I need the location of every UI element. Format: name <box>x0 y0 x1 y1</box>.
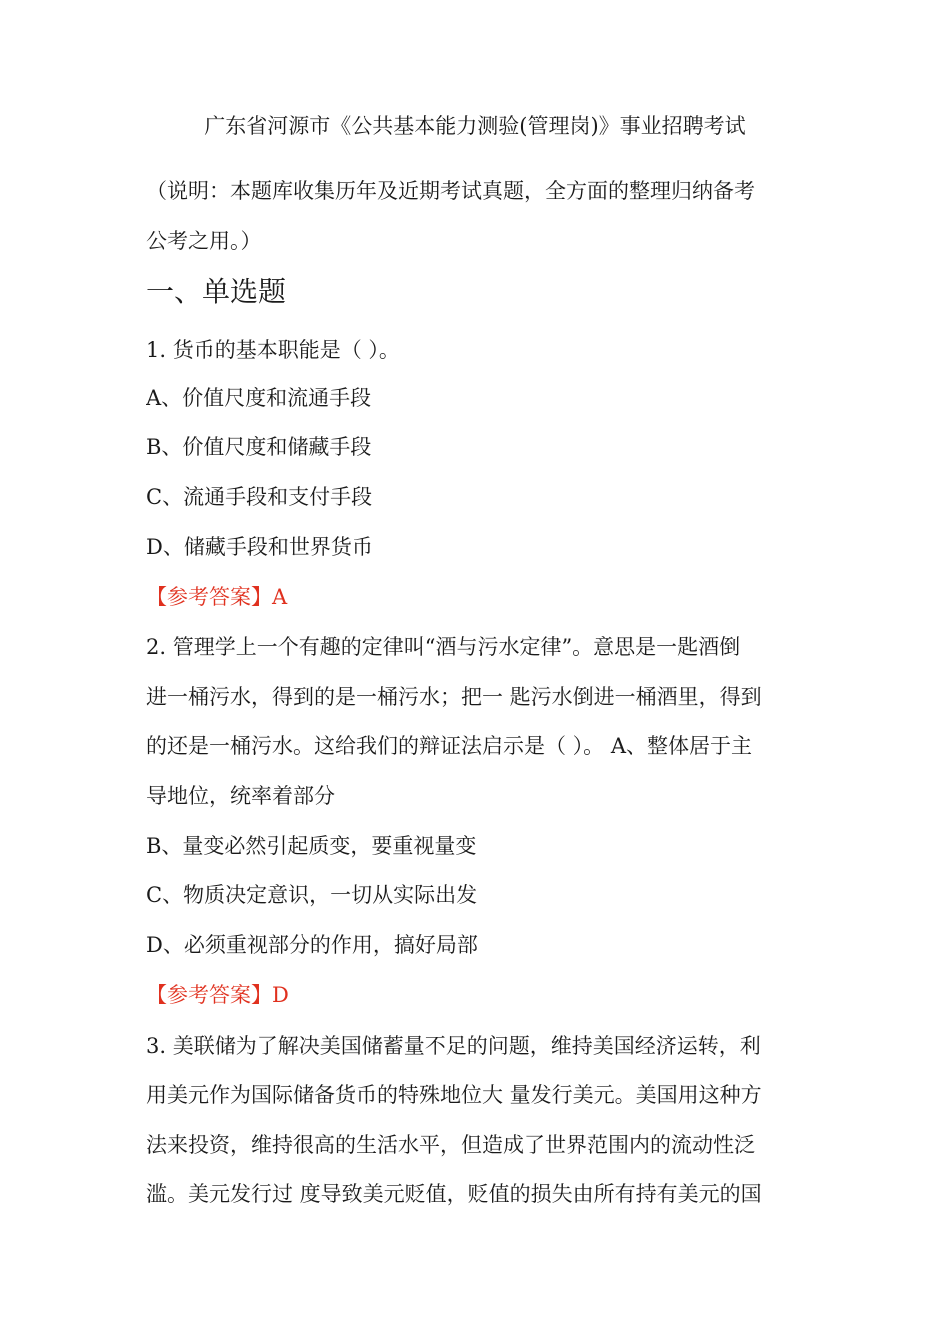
question-3-stem-line-1: 3. 美联储为了解决美国储蓄量不足的问题，维持美国经济运转，利 <box>146 1034 761 1058</box>
answer-value: D <box>272 983 289 1007</box>
answer-tag: 【参考答案】 <box>146 585 272 609</box>
question-2-stem-line-4: 导地位，统率着部分 <box>146 784 335 808</box>
answer-value: A <box>272 585 288 609</box>
section-heading: 一、单选题 <box>146 275 287 308</box>
question-2-option-c: C、物质决定意识，一切从实际出发 <box>146 883 478 907</box>
document-title: 广东省河源市《公共基本能力测验(管理岗)》事业招聘考试 <box>204 114 746 138</box>
question-1-option-a: A、价值尺度和流通手段 <box>146 386 372 410</box>
intro-line-1: （说明：本题库收集历年及近期考试真题，全方面的整理归纳备考 <box>146 179 755 203</box>
question-2-stem-line-2: 进一桶污水，得到的是一桶污水；把一 匙污水倒进一桶酒里，得到 <box>146 685 762 709</box>
question-2-stem-line-1: 2. 管理学上一个有趣的定律叫“酒与污水定律”。意思是一匙酒倒 <box>146 635 741 659</box>
question-1-option-b: B、价值尺度和储藏手段 <box>146 435 372 459</box>
question-1-stem: 1. 货币的基本职能是（ ）。 <box>146 338 400 362</box>
question-1-option-d: D、储藏手段和世界货币 <box>146 535 373 559</box>
question-2-answer <box>146 980 811 1010</box>
question-3-stem-line-3: 法来投资，维持很高的生活水平，但造成了世界范围内的流动性泛 <box>146 1133 755 1157</box>
intro-line-2: 公考之用。） <box>146 229 262 253</box>
question-3-stem-line-2: 用美元作为国际储备货币的特殊地位大 量发行美元。美国用这种方 <box>146 1083 762 1107</box>
question-1-option-c: C、流通手段和支付手段 <box>146 485 373 509</box>
answer-tag: 【参考答案】 <box>146 983 272 1007</box>
question-2-option-d: D、必须重视部分的作用，搞好局部 <box>146 933 478 957</box>
question-3-stem-line-4: 滥。美元发行过 度导致美元贬值，贬值的损失由所有持有美元的国 <box>146 1182 762 1206</box>
question-2-stem-line-3: 的还是一桶污水。这给我们的辩证法启示是（ ）。 A、整体居于主 <box>146 734 753 758</box>
question-1-answer <box>146 582 811 612</box>
question-2-option-b: B、量变必然引起质变，要重视量变 <box>146 834 477 858</box>
